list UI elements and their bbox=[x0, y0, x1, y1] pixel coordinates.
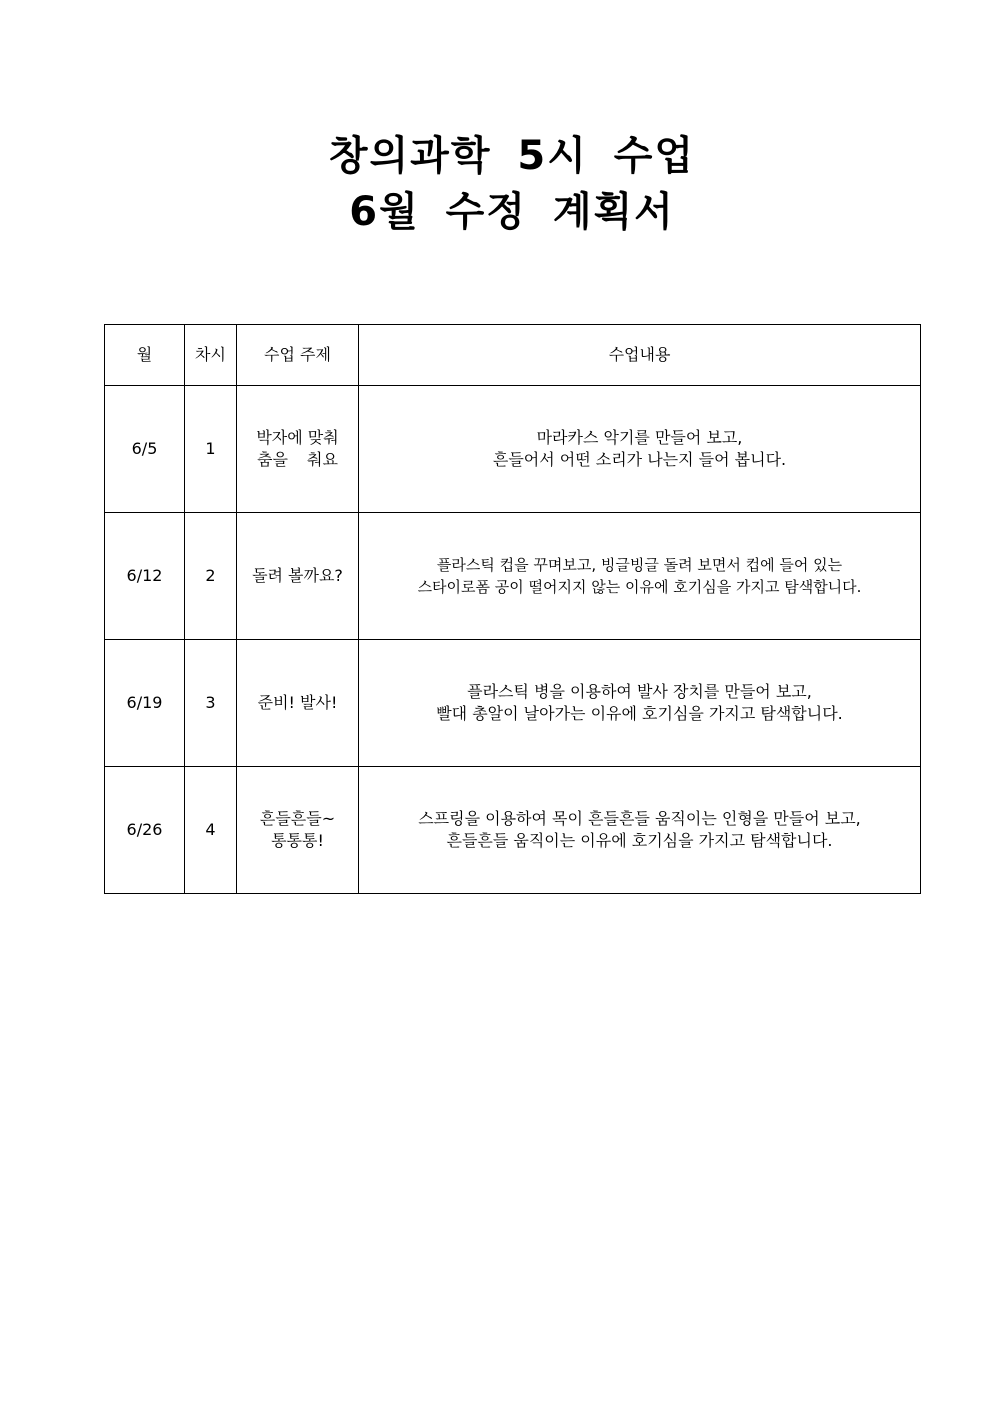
table-header-row bbox=[105, 325, 921, 386]
cell-session: 3 bbox=[185, 640, 237, 767]
header-session: 차시 bbox=[185, 325, 237, 386]
title-line-2: 6월 수정 계획서 bbox=[349, 189, 675, 235]
header-topic: 수업 주제 bbox=[237, 325, 359, 386]
lesson-plan-table bbox=[104, 324, 921, 894]
content-line: 흔들어서 어떤 소리가 나는지 들어 봅니다. bbox=[492, 450, 787, 469]
content-line: 흔들흔들 움직이는 이유에 호기심을 가지고 탐색합니다. bbox=[446, 831, 833, 850]
cell-date: 6/26 bbox=[105, 767, 185, 894]
cell-date: 6/19 bbox=[105, 640, 185, 767]
content-line: 플라스틱 병을 이용하여 발사 장치를 만들어 보고, bbox=[467, 682, 812, 701]
cell-content bbox=[359, 767, 921, 894]
topic-line: 돌려 볼까요? bbox=[252, 566, 343, 585]
cell-session: 4 bbox=[185, 767, 237, 894]
cell-content bbox=[359, 513, 921, 640]
header-month: 월 bbox=[105, 325, 185, 386]
content-line: 마라카스 악기를 만들어 보고, bbox=[536, 428, 743, 447]
topic-line: 박자에 맞춰 bbox=[256, 428, 339, 447]
table-row bbox=[105, 513, 921, 640]
topic-line: 준비! 발사! bbox=[257, 693, 338, 712]
table-row bbox=[105, 386, 921, 513]
cell-topic bbox=[237, 513, 359, 640]
table-row bbox=[105, 767, 921, 894]
cell-topic bbox=[237, 386, 359, 513]
cell-session: 1 bbox=[185, 386, 237, 513]
topic-line: 통통통! bbox=[271, 831, 324, 850]
table-row bbox=[105, 640, 921, 767]
topic-line: 춤을 춰요 bbox=[257, 450, 338, 469]
topic-line: 흔들흔들~ bbox=[259, 809, 336, 828]
title-line-1: 창의과학 5시 수업 bbox=[328, 133, 696, 179]
cell-topic bbox=[237, 640, 359, 767]
content-line: 스타이로폼 공이 떨어지지 않는 이유에 호기심을 가지고 탐색합니다. bbox=[417, 578, 862, 596]
cell-topic bbox=[237, 767, 359, 894]
header-content: 수업내용 bbox=[359, 325, 921, 386]
content-line: 스프링을 이용하여 목이 흔들흔들 움직이는 인형을 만들어 보고, bbox=[418, 809, 861, 828]
cell-session: 2 bbox=[185, 513, 237, 640]
cell-content bbox=[359, 386, 921, 513]
document-title bbox=[16, 128, 992, 240]
content-line: 플라스틱 컵을 꾸며보고, 빙글빙글 돌려 보면서 컵에 들어 있는 bbox=[436, 556, 843, 574]
cell-date: 6/5 bbox=[105, 386, 185, 513]
content-line: 빨대 총알이 날아가는 이유에 호기심을 가지고 탐색합니다. bbox=[436, 704, 843, 723]
cell-content bbox=[359, 640, 921, 767]
cell-date: 6/12 bbox=[105, 513, 185, 640]
